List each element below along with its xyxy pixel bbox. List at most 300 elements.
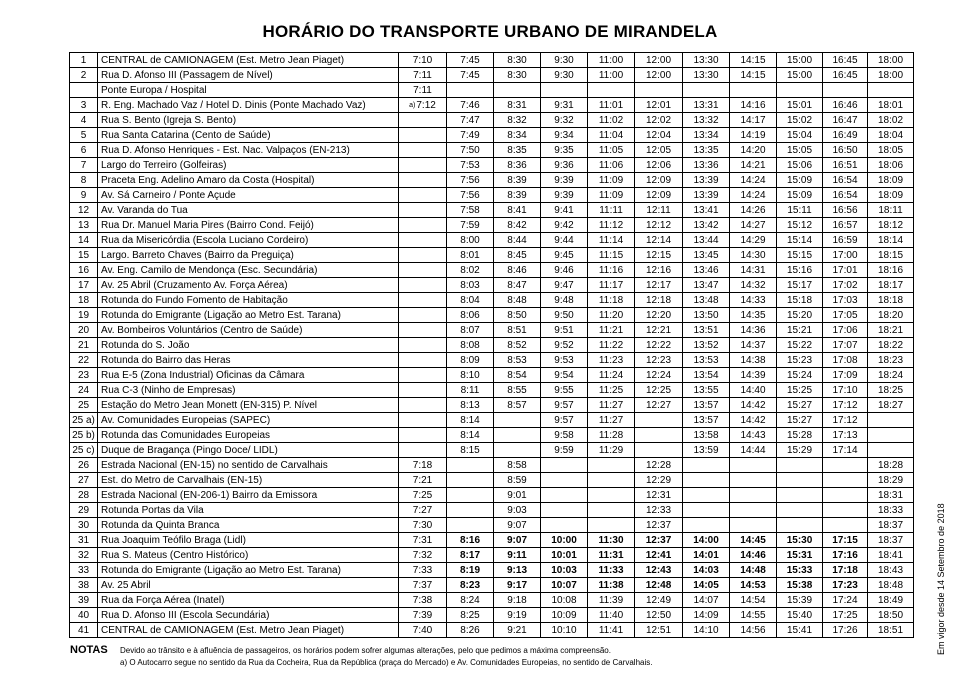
time-cell: 16:59	[823, 233, 868, 248]
time-cell: 15:05	[777, 143, 823, 158]
time-cell: 7:33	[399, 563, 447, 578]
time-cell: 14:10	[683, 623, 730, 638]
schedule-row	[70, 458, 914, 473]
stop-number: 25 b)	[70, 428, 98, 443]
time-cell	[635, 83, 683, 98]
time-cell: 9:39	[541, 173, 588, 188]
note-marker: a)	[409, 101, 416, 109]
time-cell: 7:31	[399, 533, 447, 548]
stop-number: 38	[70, 578, 98, 593]
schedule-row	[70, 158, 914, 173]
time-cell	[730, 458, 777, 473]
time-cell	[399, 233, 447, 248]
stop-number: 8	[70, 173, 98, 188]
schedule-table	[69, 52, 914, 638]
time-cell: 11:09	[588, 188, 635, 203]
time-cell: 9:57	[541, 413, 588, 428]
time-cell: 9:42	[541, 218, 588, 233]
time-cell: 17:00	[823, 248, 868, 263]
time-cell	[494, 413, 541, 428]
time-cell	[868, 428, 914, 443]
stop-name: Rotunda do S. João	[98, 338, 399, 353]
time-cell	[868, 413, 914, 428]
time-cell: 15:14	[777, 233, 823, 248]
time-cell: 7:39	[399, 608, 447, 623]
time-cell	[447, 83, 494, 98]
time-cell: 7:59	[447, 218, 494, 233]
time-cell: 11:14	[588, 233, 635, 248]
stop-number: 23	[70, 368, 98, 383]
time-cell: 15:09	[777, 173, 823, 188]
time-cell	[399, 413, 447, 428]
time-cell: 12:29	[635, 473, 683, 488]
time-cell: 14:53	[730, 578, 777, 593]
time-cell: 16:45	[823, 68, 868, 83]
time-cell: 15:06	[777, 158, 823, 173]
schedule-row	[70, 128, 914, 143]
time-cell: 9:01	[494, 488, 541, 503]
time-cell: 14:38	[730, 353, 777, 368]
time-cell: 15:20	[777, 308, 823, 323]
time-cell: 12:09	[635, 188, 683, 203]
time-cell: 11:27	[588, 413, 635, 428]
time-cell: 17:16	[823, 548, 868, 563]
time-cell: 15:41	[777, 623, 823, 638]
stop-number: 21	[70, 338, 98, 353]
time-cell: 8:46	[494, 263, 541, 278]
time-cell	[447, 518, 494, 533]
schedule-row	[70, 518, 914, 533]
time-cell: 14:30	[730, 248, 777, 263]
time-cell: 13:39	[683, 188, 730, 203]
time-cell: 14:35	[730, 308, 777, 323]
time-cell	[588, 503, 635, 518]
time-cell: 12:33	[635, 503, 683, 518]
time-cell: 18:37	[868, 518, 914, 533]
time-cell: 15:12	[777, 218, 823, 233]
time-cell: 11:24	[588, 368, 635, 383]
time-cell: 18:16	[868, 263, 914, 278]
schedule-row	[70, 263, 914, 278]
time-cell: 16:57	[823, 218, 868, 233]
time-cell: 13:45	[683, 248, 730, 263]
time-cell: 18:41	[868, 548, 914, 563]
time-cell: 13:51	[683, 323, 730, 338]
stop-number: 19	[70, 308, 98, 323]
stop-name: Av. Comunidades Europeias (SAPEC)	[98, 413, 399, 428]
time-cell: 14:56	[730, 623, 777, 638]
time-cell: 8:41	[494, 203, 541, 218]
time-cell: 14:21	[730, 158, 777, 173]
time-cell: 13:59	[683, 443, 730, 458]
time-cell: 8:58	[494, 458, 541, 473]
time-cell: 7:11	[399, 83, 447, 98]
time-cell: 11:00	[588, 53, 635, 68]
time-cell: 18:00	[868, 53, 914, 68]
time-cell: 8:00	[447, 233, 494, 248]
time-cell: 12:06	[635, 158, 683, 173]
time-cell: 15:28	[777, 428, 823, 443]
time-cell: 14:05	[683, 578, 730, 593]
time-cell: 8:04	[447, 293, 494, 308]
time-cell: 8:16	[447, 533, 494, 548]
time-cell: 9:39	[541, 188, 588, 203]
time-cell: 11:20	[588, 308, 635, 323]
stop-name: Largo. Barreto Chaves (Bairro da Preguiça)	[98, 248, 399, 263]
time-cell	[868, 443, 914, 458]
time-cell: 17:24	[823, 593, 868, 608]
time-cell: 13:57	[683, 413, 730, 428]
time-cell: 16:47	[823, 113, 868, 128]
schedule-row	[70, 188, 914, 203]
time-cell: 17:03	[823, 293, 868, 308]
time-cell: 8:15	[447, 443, 494, 458]
time-cell: 16:46	[823, 98, 868, 113]
time-cell: 9:35	[541, 143, 588, 158]
time-cell: 18:09	[868, 173, 914, 188]
schedule-row	[70, 473, 914, 488]
time-cell	[399, 338, 447, 353]
time-cell: 13:48	[683, 293, 730, 308]
time-cell: 18:04	[868, 128, 914, 143]
time-cell: 18:22	[868, 338, 914, 353]
time-cell	[588, 83, 635, 98]
time-cell: 8:57	[494, 398, 541, 413]
time-cell	[868, 83, 914, 98]
time-cell: 13:42	[683, 218, 730, 233]
stop-name: Rua E-5 (Zona Industrial) Oficinas da Câmara	[98, 368, 399, 383]
time-cell: 17:08	[823, 353, 868, 368]
time-cell: 12:09	[635, 173, 683, 188]
time-cell	[399, 263, 447, 278]
time-cell	[588, 518, 635, 533]
time-cell	[777, 458, 823, 473]
time-cell: 9:31	[541, 98, 588, 113]
time-cell	[399, 323, 447, 338]
time-cell	[447, 458, 494, 473]
time-cell	[635, 428, 683, 443]
time-cell: 8:39	[494, 188, 541, 203]
time-cell: 14:20	[730, 143, 777, 158]
time-cell: 13:55	[683, 383, 730, 398]
time-cell: 15:33	[777, 563, 823, 578]
time-cell: 7:10	[399, 53, 447, 68]
time-cell: 17:14	[823, 443, 868, 458]
time-cell	[588, 473, 635, 488]
time-cell: 9:03	[494, 503, 541, 518]
time-cell: 12:31	[635, 488, 683, 503]
stop-name: Rua da Força Aérea (Inatel)	[98, 593, 399, 608]
time-cell: 9:46	[541, 263, 588, 278]
time-cell: 18:49	[868, 593, 914, 608]
time-cell	[588, 458, 635, 473]
time-cell: 13:58	[683, 428, 730, 443]
time-cell: 15:16	[777, 263, 823, 278]
schedule-row	[70, 533, 914, 548]
time-cell: 9:13	[494, 563, 541, 578]
time-cell: 17:07	[823, 338, 868, 353]
time-cell: 7:18	[399, 458, 447, 473]
stop-number: 13	[70, 218, 98, 233]
time-cell: 14:15	[730, 53, 777, 68]
stop-number: 15	[70, 248, 98, 263]
time-cell	[399, 368, 447, 383]
time-cell: 13:52	[683, 338, 730, 353]
time-cell: 7:53	[447, 158, 494, 173]
time-cell	[494, 83, 541, 98]
time-cell: 11:22	[588, 338, 635, 353]
stop-number: 6	[70, 143, 98, 158]
time-cell: 12:49	[635, 593, 683, 608]
time-cell: 14:33	[730, 293, 777, 308]
time-cell: 7:56	[447, 173, 494, 188]
time-cell: 11:38	[588, 578, 635, 593]
time-cell: 12:37	[635, 518, 683, 533]
time-cell	[399, 203, 447, 218]
time-cell: 8:39	[494, 173, 541, 188]
time-cell: 9:32	[541, 113, 588, 128]
stop-name: Estação do Metro Jean Monett (EN-315) P. Nível	[98, 398, 399, 413]
stop-name: CENTRAL de CAMIONAGEM (Est. Metro Jean Piaget)	[98, 623, 399, 638]
time-cell: 12:05	[635, 143, 683, 158]
time-cell	[777, 503, 823, 518]
time-cell: 8:55	[494, 383, 541, 398]
schedule-row	[70, 338, 914, 353]
stop-name: Rotunda do Emigrante (Ligação ao Metro Est. Tarana)	[98, 563, 399, 578]
time-cell: 8:48	[494, 293, 541, 308]
time-cell: 15:30	[777, 533, 823, 548]
time-cell: 14:32	[730, 278, 777, 293]
schedule-row	[70, 413, 914, 428]
time-cell: 7:32	[399, 548, 447, 563]
time-cell: 12:12	[635, 218, 683, 233]
time-cell: 8:50	[494, 308, 541, 323]
stop-number	[70, 83, 98, 98]
schedule-row	[70, 503, 914, 518]
time-cell: 8:11	[447, 383, 494, 398]
time-cell	[494, 443, 541, 458]
time-cell: 15:38	[777, 578, 823, 593]
schedule-row	[70, 203, 914, 218]
time-cell: 13:47	[683, 278, 730, 293]
time-cell: 15:17	[777, 278, 823, 293]
time-cell	[399, 128, 447, 143]
time-cell	[777, 518, 823, 533]
stop-number: 16	[70, 263, 98, 278]
time-cell	[777, 473, 823, 488]
schedule-row	[70, 443, 914, 458]
time-cell: 15:23	[777, 353, 823, 368]
time-cell: 14:46	[730, 548, 777, 563]
time-cell: 16:51	[823, 158, 868, 173]
time-cell: 18:23	[868, 353, 914, 368]
time-cell: 11:00	[588, 68, 635, 83]
stop-name: Rua S. Mateus (Centro Histórico)	[98, 548, 399, 563]
time-cell: 8:47	[494, 278, 541, 293]
time-cell: 18:06	[868, 158, 914, 173]
stop-number: 20	[70, 323, 98, 338]
time-cell: 13:54	[683, 368, 730, 383]
time-cell: 8:34	[494, 128, 541, 143]
stop-number: 3	[70, 98, 98, 113]
time-cell: 7:45	[447, 53, 494, 68]
time-cell: 14:36	[730, 323, 777, 338]
time-cell: 13:44	[683, 233, 730, 248]
time-cell: 11:30	[588, 533, 635, 548]
time-cell: 11:25	[588, 383, 635, 398]
schedule-row	[70, 548, 914, 563]
stop-number: 32	[70, 548, 98, 563]
time-cell: 15:27	[777, 398, 823, 413]
stop-number: 25	[70, 398, 98, 413]
time-cell	[635, 443, 683, 458]
time-cell: 10:07	[541, 578, 588, 593]
time-cell: 12:20	[635, 308, 683, 323]
time-cell	[683, 488, 730, 503]
time-cell: 11:21	[588, 323, 635, 338]
time-cell: 14:39	[730, 368, 777, 383]
schedule-row	[70, 368, 914, 383]
time-cell: 14:31	[730, 263, 777, 278]
time-cell: 13:46	[683, 263, 730, 278]
stop-name: Av. 25 Abril	[98, 578, 399, 593]
time-cell: 15:21	[777, 323, 823, 338]
stop-name: Rua D. Afonso III (Escola Secundária)	[98, 608, 399, 623]
time-cell: 18:25	[868, 383, 914, 398]
time-cell: 7:25	[399, 488, 447, 503]
stop-name: Estrada Nacional (EN-206-1) Bairro da Emissora	[98, 488, 399, 503]
time-cell	[683, 518, 730, 533]
stop-name: Rua D. Afonso III (Passagem de Nível)	[98, 68, 399, 83]
time-cell: 11:27	[588, 398, 635, 413]
stop-number: 33	[70, 563, 98, 578]
time-cell: 18:31	[868, 488, 914, 503]
time-cell: 11:11	[588, 203, 635, 218]
time-cell	[541, 518, 588, 533]
time-cell: 18:27	[868, 398, 914, 413]
time-cell: 13:32	[683, 113, 730, 128]
time-cell: 11:01	[588, 98, 635, 113]
time-cell: 11:05	[588, 143, 635, 158]
time-cell: 18:00	[868, 68, 914, 83]
time-cell: 11:15	[588, 248, 635, 263]
time-cell: 7:11	[399, 68, 447, 83]
time-cell: 14:16	[730, 98, 777, 113]
validity-date: Em vigor desde 14 Setembro de 2018	[936, 503, 946, 655]
time-cell: 14:07	[683, 593, 730, 608]
time-cell: 9:34	[541, 128, 588, 143]
time-cell: 8:31	[494, 98, 541, 113]
stop-number: 2	[70, 68, 98, 83]
time-cell: 14:03	[683, 563, 730, 578]
schedule-row	[70, 143, 914, 158]
time-cell	[777, 83, 823, 98]
stop-name: Rotunda do Fundo Fomento de Habitação	[98, 293, 399, 308]
time-cell: 17:23	[823, 578, 868, 593]
time-cell: 13:53	[683, 353, 730, 368]
stop-name: Rotunda do Bairro das Heras	[98, 353, 399, 368]
time-cell: 18:09	[868, 188, 914, 203]
time-cell: 16:49	[823, 128, 868, 143]
schedule-row	[70, 83, 914, 98]
stop-name: Av. Eng. Camilo de Mendonça (Esc. Secundária)	[98, 263, 399, 278]
stop-number: 17	[70, 278, 98, 293]
time-cell: 12:50	[635, 608, 683, 623]
time-cell: 17:18	[823, 563, 868, 578]
time-cell: 8:17	[447, 548, 494, 563]
time-cell: 9:54	[541, 368, 588, 383]
time-cell: 13:39	[683, 173, 730, 188]
time-cell: 8:54	[494, 368, 541, 383]
schedule-row	[70, 428, 914, 443]
time-cell: 14:01	[683, 548, 730, 563]
time-cell: 18:20	[868, 308, 914, 323]
time-cell: 18:11	[868, 203, 914, 218]
time-cell: 8:08	[447, 338, 494, 353]
schedule-row	[70, 173, 914, 188]
stop-name: Av. 25 Abril (Cruzamento Av. Força Aérea)	[98, 278, 399, 293]
time-cell: 18:43	[868, 563, 914, 578]
time-cell: 8:30	[494, 53, 541, 68]
time-cell: 8:42	[494, 218, 541, 233]
schedule-row	[70, 578, 914, 593]
time-cell	[823, 473, 868, 488]
stop-name: Est. do Metro de Carvalhais (EN-15)	[98, 473, 399, 488]
time-cell: 9:45	[541, 248, 588, 263]
time-cell: 14:19	[730, 128, 777, 143]
time-cell: 9:30	[541, 68, 588, 83]
time-cell: 9:07	[494, 518, 541, 533]
time-cell: 13:36	[683, 158, 730, 173]
stop-name: CENTRAL de CAMIONAGEM (Est. Metro Jean Piaget)	[98, 53, 399, 68]
time-cell: 12:15	[635, 248, 683, 263]
time-cell: 13:41	[683, 203, 730, 218]
time-cell: 12:14	[635, 233, 683, 248]
time-cell: 12:00	[635, 53, 683, 68]
stop-number: 28	[70, 488, 98, 503]
time-cell: 12:25	[635, 383, 683, 398]
time-cell: 18:21	[868, 323, 914, 338]
time-cell: 10:01	[541, 548, 588, 563]
schedule-row	[70, 293, 914, 308]
time-cell: 9:30	[541, 53, 588, 68]
time-cell: 12:37	[635, 533, 683, 548]
time-cell: 14:27	[730, 218, 777, 233]
stop-number: 9	[70, 188, 98, 203]
time-cell: 11:16	[588, 263, 635, 278]
time-cell: 9:21	[494, 623, 541, 638]
time-cell	[541, 473, 588, 488]
time-cell: 18:28	[868, 458, 914, 473]
time-cell: 16:54	[823, 188, 868, 203]
time-cell: 15:00	[777, 53, 823, 68]
time-cell: 17:26	[823, 623, 868, 638]
time-cell	[399, 188, 447, 203]
time-cell: 9:07	[494, 533, 541, 548]
stop-name: Rua Santa Catarina (Cento de Saúde)	[98, 128, 399, 143]
notes-label: NOTAS	[70, 644, 108, 656]
time-cell: 14:54	[730, 593, 777, 608]
time-cell: 15:29	[777, 443, 823, 458]
time-cell: 15:01	[777, 98, 823, 113]
time-cell: 8:59	[494, 473, 541, 488]
schedule-row	[70, 98, 914, 113]
schedule-row	[70, 398, 914, 413]
time-cell: 12:48	[635, 578, 683, 593]
time-cell: 7:27	[399, 503, 447, 518]
time-cell: 8:14	[447, 413, 494, 428]
time-cell: 8:32	[494, 113, 541, 128]
